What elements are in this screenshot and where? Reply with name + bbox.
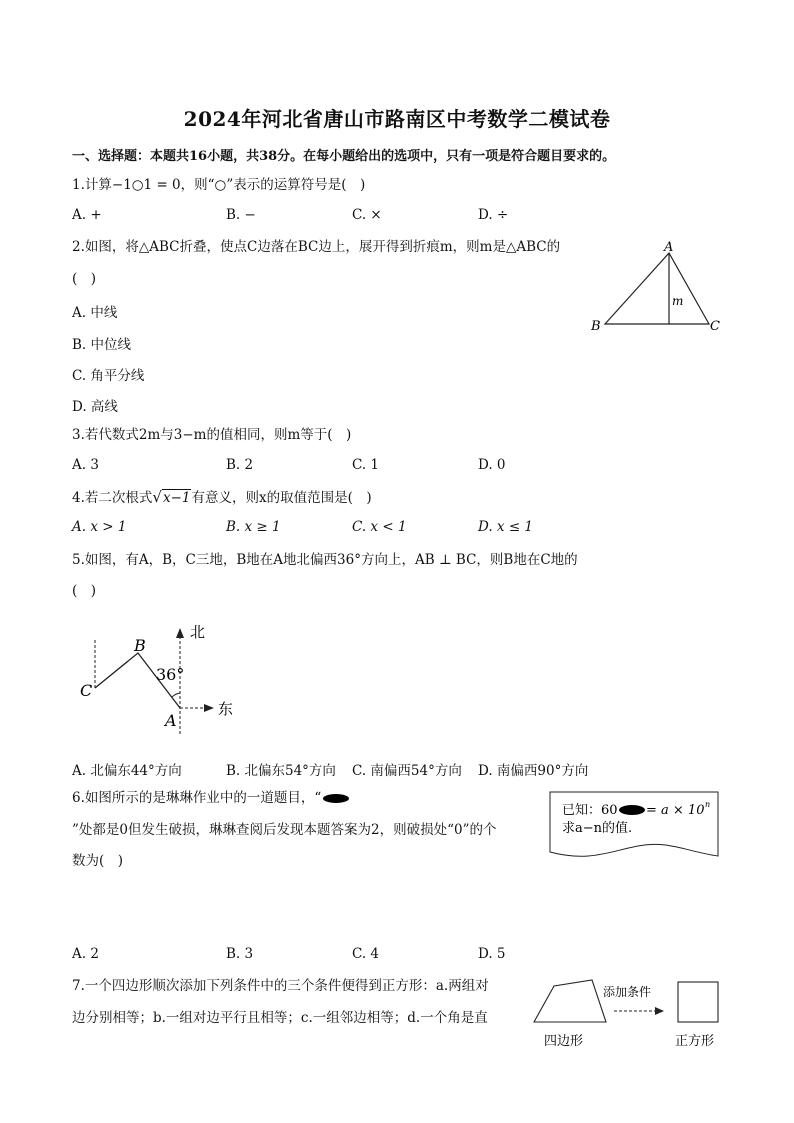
question-2-blank: ( ): [72, 271, 97, 287]
question-3-option-b: B. 2: [226, 457, 254, 473]
section-heading: 一、选择题：本题共16小题，共38分。在每小题给出的选项中，只有一项是符合题目要求的。: [72, 149, 616, 164]
question-5-direction-figure: [76, 618, 241, 740]
question-3-option-d: D. 0: [478, 457, 506, 473]
question-5-blank: ( ): [72, 583, 97, 599]
card-line-1-suffix: = a × 10: [646, 803, 705, 818]
question-5-option-a: A. 北偏东44°方向: [72, 763, 182, 779]
question-3-option-a: A. 3: [72, 457, 99, 473]
right-label: 正方形: [675, 1034, 715, 1049]
question-2-option-a: A. 中线: [72, 305, 118, 321]
radical-sign-icon: √: [152, 488, 162, 506]
question-6-homework-card: [548, 790, 723, 862]
question-6-option-c: C. 4: [352, 946, 380, 962]
quadrilateral-shape: [534, 980, 606, 1022]
question-4-option-c: C. x < 1: [352, 519, 407, 535]
question-2-triangle-figure: [585, 238, 730, 338]
question-6-option-d: D. 5: [478, 946, 506, 962]
north-arrow-icon: [176, 628, 184, 638]
question-7-line-1: 7.一个四边形顺次添加下列条件中的三个条件便得到正方形：a.两组对: [72, 978, 489, 994]
question-7-line-2: 边分别相等；b.一组对边平行且相等；c.一组邻边相等；d.一个角是直: [72, 1010, 488, 1026]
question-1-option-c: C. ×: [352, 207, 382, 223]
card-line-1: [562, 803, 618, 818]
question-6-line-1-text: 6.如图所示的是琳琳作业中的一道题目，“: [72, 790, 322, 806]
question-4-stem-suffix: 有意义，则x的取值范围是( ): [191, 490, 372, 506]
question-1-option-a: A. +: [72, 207, 102, 223]
question-4-option-a: A. x > 1: [72, 519, 127, 535]
question-4-option-d: D. x ≤ 1: [478, 519, 534, 535]
question-6-option-a: A. 2: [72, 946, 99, 962]
ink-blot-icon: [323, 794, 349, 803]
question-4-stem-prefix: 4.若二次根式: [72, 490, 153, 506]
page-title: 2024年河北省唐山市路南区中考数学二模试卷: [183, 107, 611, 131]
question-6-line-3: 数为( ): [72, 853, 124, 869]
question-2-option-b: B. 中位线: [72, 337, 132, 353]
triangle-abc: [605, 253, 709, 324]
east-arrow-icon: [204, 704, 214, 712]
label-a: A: [165, 711, 177, 730]
question-5-option-b: B. 北偏东54°方向: [226, 763, 336, 779]
card-line-2: 求a−n的值.: [562, 821, 633, 836]
question-1-option-d: D. ÷: [478, 207, 509, 223]
question-3-option-c: C. 1: [352, 457, 380, 473]
question-4-option-b: B. x ≥ 1: [226, 519, 281, 535]
label-m: m: [672, 294, 684, 308]
square-shape: [678, 982, 718, 1022]
label-c: C: [710, 319, 720, 334]
question-1-option-b: B. −: [226, 207, 256, 223]
question-6-option-b: B. 3: [226, 946, 254, 962]
question-2-option-c: C. 角平分线: [72, 368, 145, 384]
label-c: C: [80, 681, 93, 700]
angle-arc: [172, 693, 180, 697]
label-angle: 36°: [156, 665, 185, 684]
question-5-stem: 5.如图，有A，B，C三地，B地在A地北偏西36°方向上，AB ⊥ BC，则B地在C地的: [72, 552, 578, 568]
label-north: 北: [190, 623, 206, 641]
question-1-stem: 1.计算−1○1 = 0，则“○”表示的运算符号是( ): [72, 177, 366, 193]
question-5-option-c: C. 南偏西54°方向: [352, 763, 462, 779]
question-4-stem: [72, 488, 372, 507]
label-a: A: [664, 240, 674, 255]
label-east: 东: [218, 700, 234, 718]
card-ink-blot-icon: [619, 805, 645, 815]
question-6-line-2: ”处都是0但发生破损，琳琳查阅后发现本题答案为2，则破损处“0”的个: [72, 822, 497, 838]
question-2-stem: 2.如图，将△ABC折叠，使点C边落在BC边上，展开得到折痕m，则m是△ABC的: [72, 239, 561, 255]
question-4-radicand: x−1: [162, 490, 191, 506]
left-label: 四边形: [544, 1034, 584, 1049]
question-7-figure: [530, 978, 730, 1050]
question-3-stem: 3.若代数式2m与3−m的值相同，则m等于( ): [72, 427, 352, 443]
question-6-line-1: [72, 789, 349, 807]
arrow-head-icon: [655, 1007, 664, 1015]
label-b: B: [591, 319, 601, 334]
question-5-option-d: D. 南偏西90°方向: [478, 763, 589, 779]
card-exponent: n: [705, 800, 711, 809]
arrow-label: 添加条件: [603, 985, 652, 999]
question-2-option-d: D. 高线: [72, 399, 118, 415]
label-b: B: [134, 636, 146, 655]
card-line-1-prefix: 已知：60: [562, 803, 618, 818]
